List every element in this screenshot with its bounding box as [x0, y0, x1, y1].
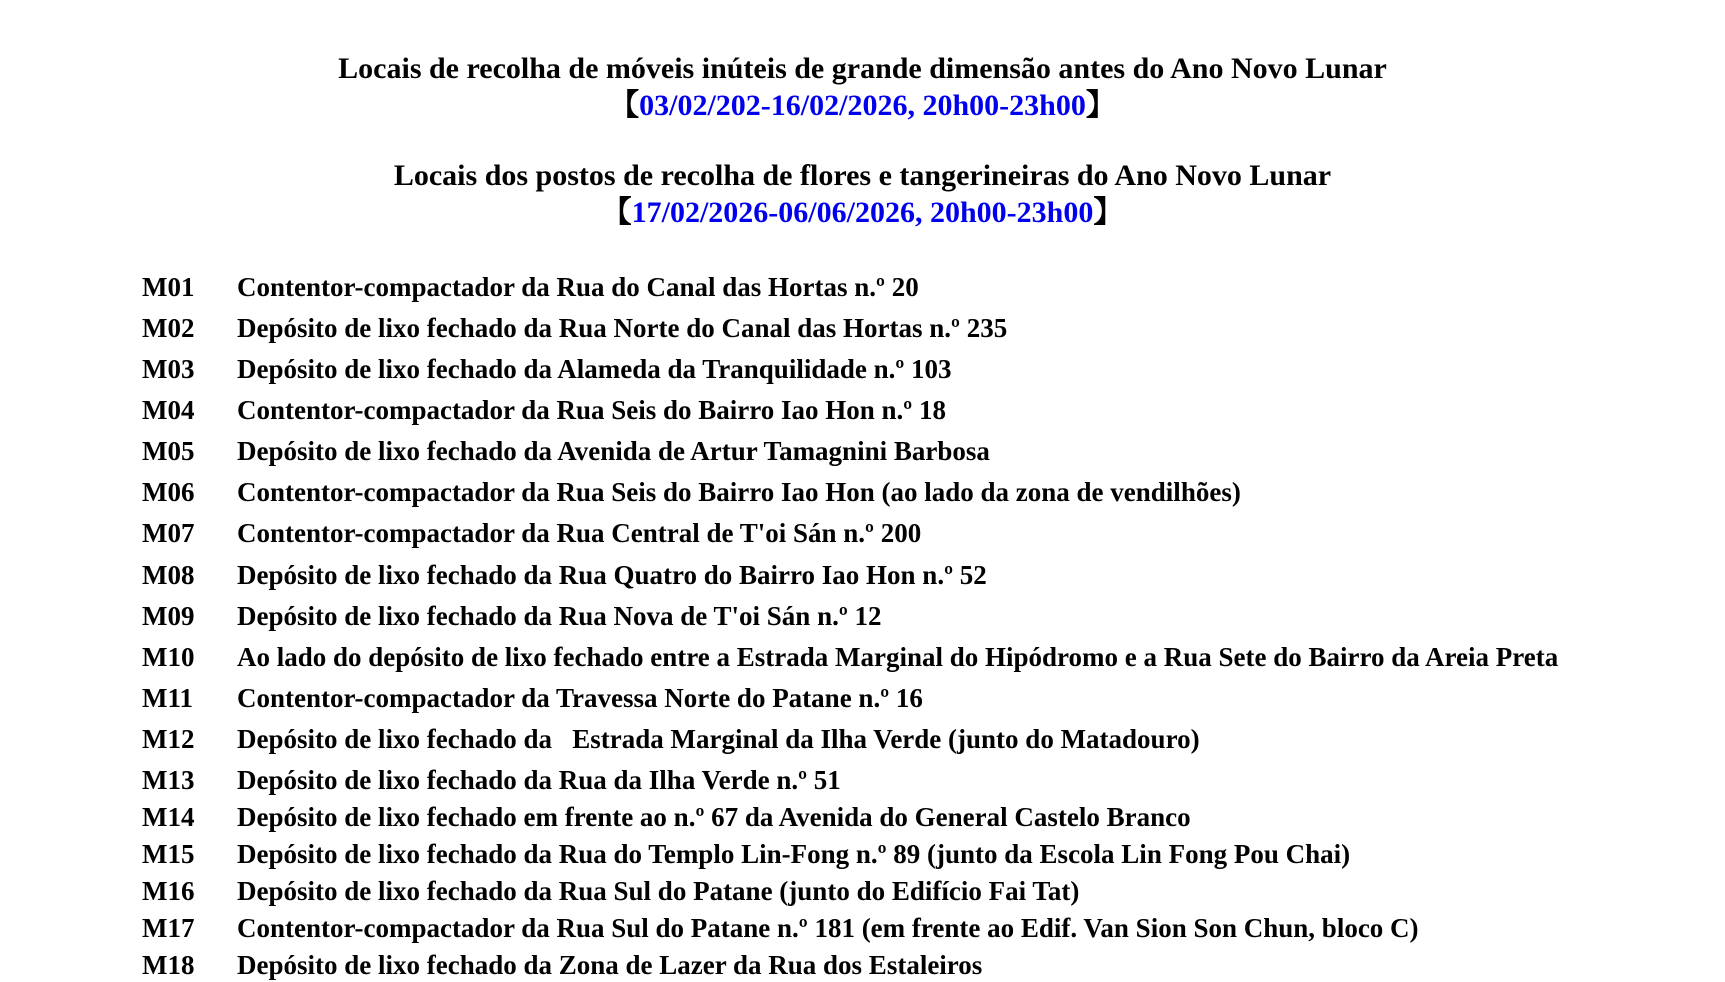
heading-large-furniture — [0, 50, 1725, 124]
heading-flowers-tangerines — [0, 157, 1725, 231]
location-code: M15 — [142, 839, 195, 869]
open-bracket: 【 — [601, 196, 632, 229]
heading-date: 17/02/2026-06/06/2026, 20h00-23h00 — [631, 196, 1094, 229]
location-code: M08 — [142, 560, 195, 590]
location-description: Contentor-compactador da Rua Central de T'oi Sán n.º 200 — [237, 518, 922, 548]
location-description: Contentor-compactador da Travessa Norte do Patane n.º 16 — [237, 683, 923, 713]
location-description: Contentor-compactador da Rua Sul do Patane n.º 181 (em frente ao Edif. Van Sion Son Chun, bloco C) — [237, 913, 1419, 943]
location-code: M09 — [142, 601, 195, 631]
location-code: M06 — [142, 477, 195, 507]
location-code: M17 — [142, 913, 195, 943]
heading-title: Locais de recolha de móveis inúteis de grande dimensão antes do Ano Novo Lunar — [338, 52, 1387, 85]
location-description: Depósito de lixo fechado da Rua Sul do Patane (junto do Edifício Fai Tat) — [237, 876, 1080, 906]
location-description: Depósito de lixo fechado da Zona de Lazer da Rua dos Estaleiros — [237, 950, 983, 980]
location-description: Ao lado do depósito de lixo fechado entre a Estrada Marginal do Hipódromo e a Rua Sete do Bairro da Areia Preta — [237, 642, 1559, 672]
close-bracket: 】 — [1085, 89, 1116, 122]
location-code: M16 — [142, 876, 195, 906]
location-description: Depósito de lixo fechado da Rua Norte do Canal das Hortas n.º 235 — [237, 313, 1008, 343]
location-description: Depósito de lixo fechado da Rua Nova de T'oi Sán n.º 12 — [237, 601, 882, 631]
heading-date-line — [0, 194, 1725, 231]
location-description: Contentor-compactador da Rua Seis do Bairro Iao Hon (ao lado da zona de vendilhões) — [237, 477, 1241, 507]
location-code: M04 — [142, 395, 195, 425]
location-code: M11 — [142, 683, 193, 713]
heading-title: Locais dos postos de recolha de flores e tangerineiras do Ano Novo Lunar — [393, 159, 1332, 192]
location-code: M13 — [142, 765, 195, 795]
location-code: M01 — [142, 272, 195, 302]
location-description: Depósito de lixo fechado da Rua do Templo Lin-Fong n.º 89 (junto da Escola Lin Fong Pou Chai) — [237, 839, 1351, 869]
location-code: M07 — [142, 518, 195, 548]
location-description: Depósito de lixo fechado em frente ao n.º 67 da Avenida do General Castelo Branco — [237, 802, 1191, 832]
location-code: M12 — [142, 724, 195, 754]
open-bracket: 【 — [609, 89, 640, 122]
location-code: M05 — [142, 436, 195, 466]
location-description: Depósito de lixo fechado da Avenida de Artur Tamagnini Barbosa — [237, 436, 990, 466]
location-code: M10 — [142, 642, 195, 672]
close-bracket: 】 — [1093, 196, 1124, 229]
location-description: Contentor-compactador da Rua do Canal das Hortas n.º 20 — [237, 272, 919, 302]
location-description: Depósito de lixo fechado da Rua da Ilha Verde n.º 51 — [237, 765, 841, 795]
location-code: M14 — [142, 802, 195, 832]
location-code: M03 — [142, 354, 195, 384]
location-code: M18 — [142, 950, 195, 980]
location-description: Depósito de lixo fechado da Rua Quatro do Bairro Iao Hon n.º 52 — [237, 560, 987, 590]
location-description: Contentor-compactador da Rua Seis do Bairro Iao Hon n.º 18 — [237, 395, 946, 425]
heading-date: 03/02/202-16/02/2026, 20h00-23h00 — [639, 89, 1086, 122]
location-description: Depósito de lixo fechado da Estrada Marginal da Ilha Verde (junto do Matadouro) — [237, 724, 1200, 754]
heading-date-line — [0, 87, 1725, 124]
location-code: M02 — [142, 313, 195, 343]
location-description: Depósito de lixo fechado da Alameda da Tranquilidade n.º 103 — [237, 354, 952, 384]
